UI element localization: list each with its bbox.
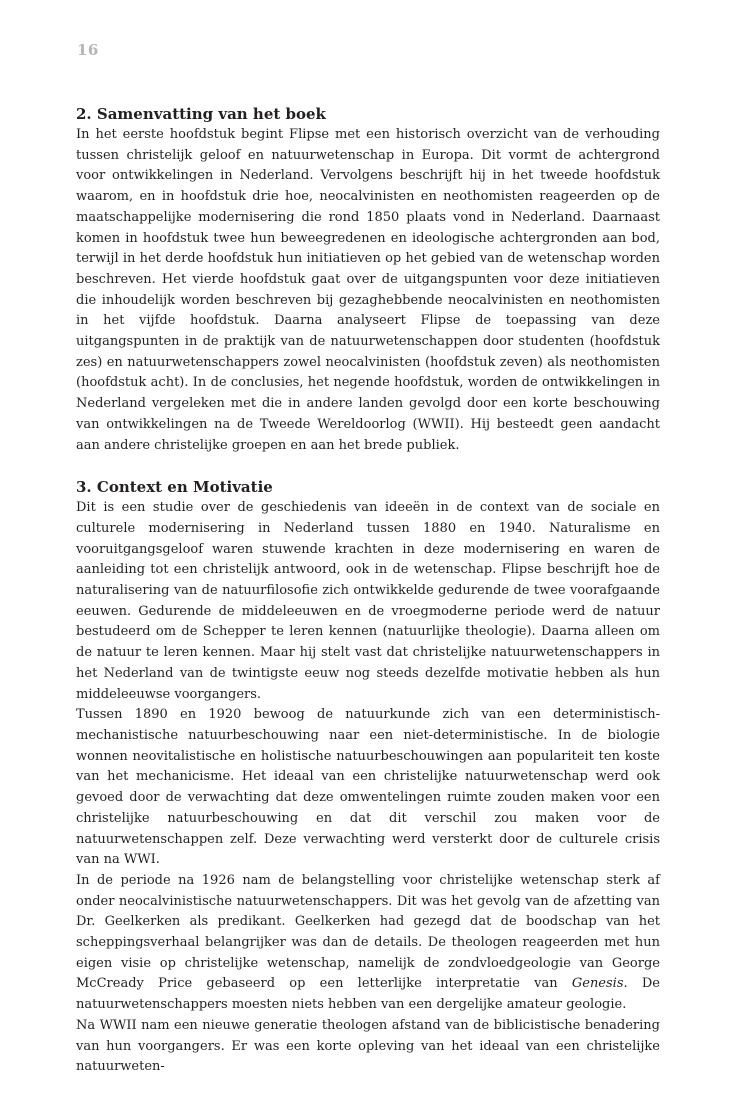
document-body xyxy=(76,104,660,1099)
book-title: Genesis xyxy=(571,976,624,992)
paragraph: Tussen 1890 en 1920 bewoog de natuurkunde zich van een deterministisch-mechanistische natuurbeschouwing naar een niet-deterministische. In de biologie wonnen neovitalistische en holistische natuurbeschouwingen aan populariteit ten koste van het mechanicisme. Het ideaal van een christelijke natuurwetenschap werd ook gevoed door de verwachting dat deze omwentelingen ruimte zouden maken voor een christelijke natuurbeschouwing en dat dit verschil zou maken voor de natuurwetenschappen zelf. Deze verwachting werd versterkt door de culturele crisis van na WWI. xyxy=(76,707,660,868)
section-context xyxy=(76,477,660,1078)
paragraph: In het eerste hoofdstuk begint Flipse met een historisch overzicht van de verhouding tussen christelijk geloof en natuurwetenschap in Europa. Dit vormt de achtergrond voor ontwikkelingen in Nederland. Vervolgens beschrijft hij in het tweede hoofdstuk waarom, en in hoofdstuk drie hoe, neocalvinisten en neothomisten reageerden op de maatschappelijke modernisering die rond 1850 plaats vond in Nederland. Daarnaast komen in hoofdstuk twee hun beweegredenen en ideologische achtergronden aan bod, terwijl in het derde hoofdstuk hun initiatieven op het gebied van de wetenschap worden beschreven. Het vierde hoofdstuk gaat over de uitgangspunten voor deze initiatieven die inhoudelijk worden beschreven bij gezaghebbende neocalvinisten en neothomisten in het vijfde hoofdstuk. Daarna analyseert Flipse de toepassing van deze uitgangspunten in de praktijk van de natuurwetenschappen door studenten (hoofdstuk zes) en natuurwetenschappers zowel neocalvinisten (hoofdstuk zeven) als neothomisten (hoofdstuk acht). In de conclusies, het negende hoofdstuk, worden de ontwikkelingen in Nederland vergeleken met die in andere landen gevolgd door een korte beschouwing van ontwikkelingen na de Tweede Wereldoorlog (WWII). Hij besteedt geen aandacht aan andere christelijke groepen en aan het brede publiek. xyxy=(76,127,660,453)
section-heading: 3. Context en Motivatie xyxy=(76,478,273,497)
page-number: 16 xyxy=(77,41,99,59)
paragraph: Na WWII nam een nieuwe generatie theologen afstand van de biblicistische benadering van hun voorgangers. Er was een korte opleving van het ideaal van een christelijke natuurweten- xyxy=(76,1017,660,1075)
paragraph: Dit is een studie over de geschiedenis van ideeën in de context van de sociale en culturele modernisering in Nederland tussen 1880 en 1940. Naturalisme en vooruitgangsgeloof waren stuwende krachten in deze modernisering en waren de aanleiding tot een christelijk antwoord, ook in de wetenschap. Flipse beschrijft hoe de naturalisering van de natuurfilosofie zich ontwikkelde gedurende de twee voorafgaande eeuwen. Gedurende de middeleeuwen en de vroegmoderne periode werd de natuur bestudeerd om de Schepper te leren kennen (natuurlijke theologie). Daarna alleen om de natuur te leren kennen. Maar hij stelt vast dat christelijke natuurwetenschappers in het Nederland van de twintigste eeuw nog steeds dezelfde motivatie hebben als hun middeleeuwse voorgangers. xyxy=(76,500,660,702)
paragraph-text: In de periode na 1926 nam de belangstelling voor christelijke wetenschap sterk af onder neocalvinistische natuurwetenschappers. Dit was het gevolg van de afzetting van Dr. Geelkerken als predikant. Geelkerken had gezegd dat de boodschap van het scheppingsverhaal belangrijker was dan de details. De theologen reageerden met hun eigen visie op christelijke wetenschap, namelijk de zondvloedgeologie van George McCready Price gebaseerd op een letterlijke interpretatie van xyxy=(76,872,660,992)
section-heading: 2. Samenvatting van het boek xyxy=(76,105,326,123)
paragraph-text: . De natuurwetenschappers moesten niets hebben van een dergelijke amateur geologie. xyxy=(76,976,660,1013)
paragraph xyxy=(76,871,660,1016)
section-summary xyxy=(76,104,660,456)
